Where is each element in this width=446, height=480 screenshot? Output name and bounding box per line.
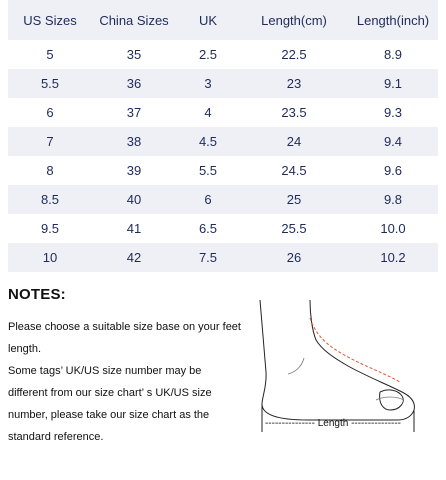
cell-china: 36 [126,76,142,91]
table-row [8,156,438,185]
header-china-sizes: China Sizes [99,12,169,28]
table-row [8,69,438,98]
notes-line: Some tags’ UK/US size number may be [8,365,202,377]
cell-length-cm: 25 [286,192,302,207]
cell-length-cm: 22.5 [281,47,307,62]
table-row [8,127,438,156]
table-row [8,185,438,214]
cell-length-inch: 8.9 [383,47,403,62]
cell-us: 10 [42,250,58,265]
cell-uk: 5.5 [198,163,218,178]
measure-line [310,318,400,382]
header-length-inch: Length(inch) [356,12,430,28]
cell-length-inch: 10.2 [380,250,406,265]
cell-uk: 2.5 [198,47,218,62]
cell-length-cm: 24 [286,134,302,149]
header-us-sizes: US Sizes [23,12,77,28]
cell-uk: 6.5 [198,221,218,236]
cell-china: 39 [126,163,142,178]
cell-us: 5 [46,47,54,62]
notes-title: NOTES: [8,286,66,303]
cell-china: 37 [126,105,142,120]
cell-length-cm: 26 [286,250,302,265]
cell-uk: 3 [204,76,212,91]
size-chart-table [8,0,438,272]
length-label: --------------- Length --------------- [264,418,402,429]
table-row [8,40,438,69]
cell-us: 6 [46,105,54,120]
notes-line: Please choose a suitable size base on your feet [8,321,241,333]
cell-length-inch: 9.8 [383,192,403,207]
cell-us: 7 [46,134,54,149]
cell-uk: 7.5 [198,250,218,265]
cell-uk: 6 [204,192,212,207]
cell-uk: 4 [204,105,212,120]
notes-line: standard reference. [8,431,104,443]
cell-length-inch: 10.0 [380,221,406,236]
cell-length-inch: 9.1 [383,76,403,91]
cell-length-cm: 25.5 [281,221,307,236]
table-row [8,98,438,127]
cell-china: 35 [126,47,142,62]
table-row [8,214,438,243]
cell-length-inch: 9.6 [383,163,403,178]
cell-us: 8.5 [40,192,60,207]
cell-us: 8 [46,163,54,178]
cell-china: 41 [126,221,142,236]
header-uk: UK [198,12,218,28]
cell-length-cm: 24.5 [281,163,307,178]
notes-text [8,316,246,448]
cell-us: 5.5 [40,76,60,91]
foot-outline [260,300,414,420]
table-row [8,243,438,272]
cell-length-inch: 9.3 [383,105,403,120]
cell-china: 42 [126,250,142,265]
cell-length-cm: 23 [286,76,302,91]
notes-line: length. [8,343,42,355]
cell-us: 9.5 [40,221,60,236]
toe-line [380,390,404,410]
table-header-row [8,0,438,40]
cell-uk: 4.5 [198,134,218,149]
cell-china: 38 [126,134,142,149]
notes-line: number, please take our size chart as the [8,409,210,421]
ankle-curve [288,358,304,374]
cell-china: 40 [126,192,142,207]
header-length-cm: Length(cm) [261,12,327,28]
cell-length-cm: 23.5 [281,105,307,120]
cell-length-inch: 9.4 [383,134,403,149]
notes-line: different from our size chart’ s UK/US size [8,387,212,399]
